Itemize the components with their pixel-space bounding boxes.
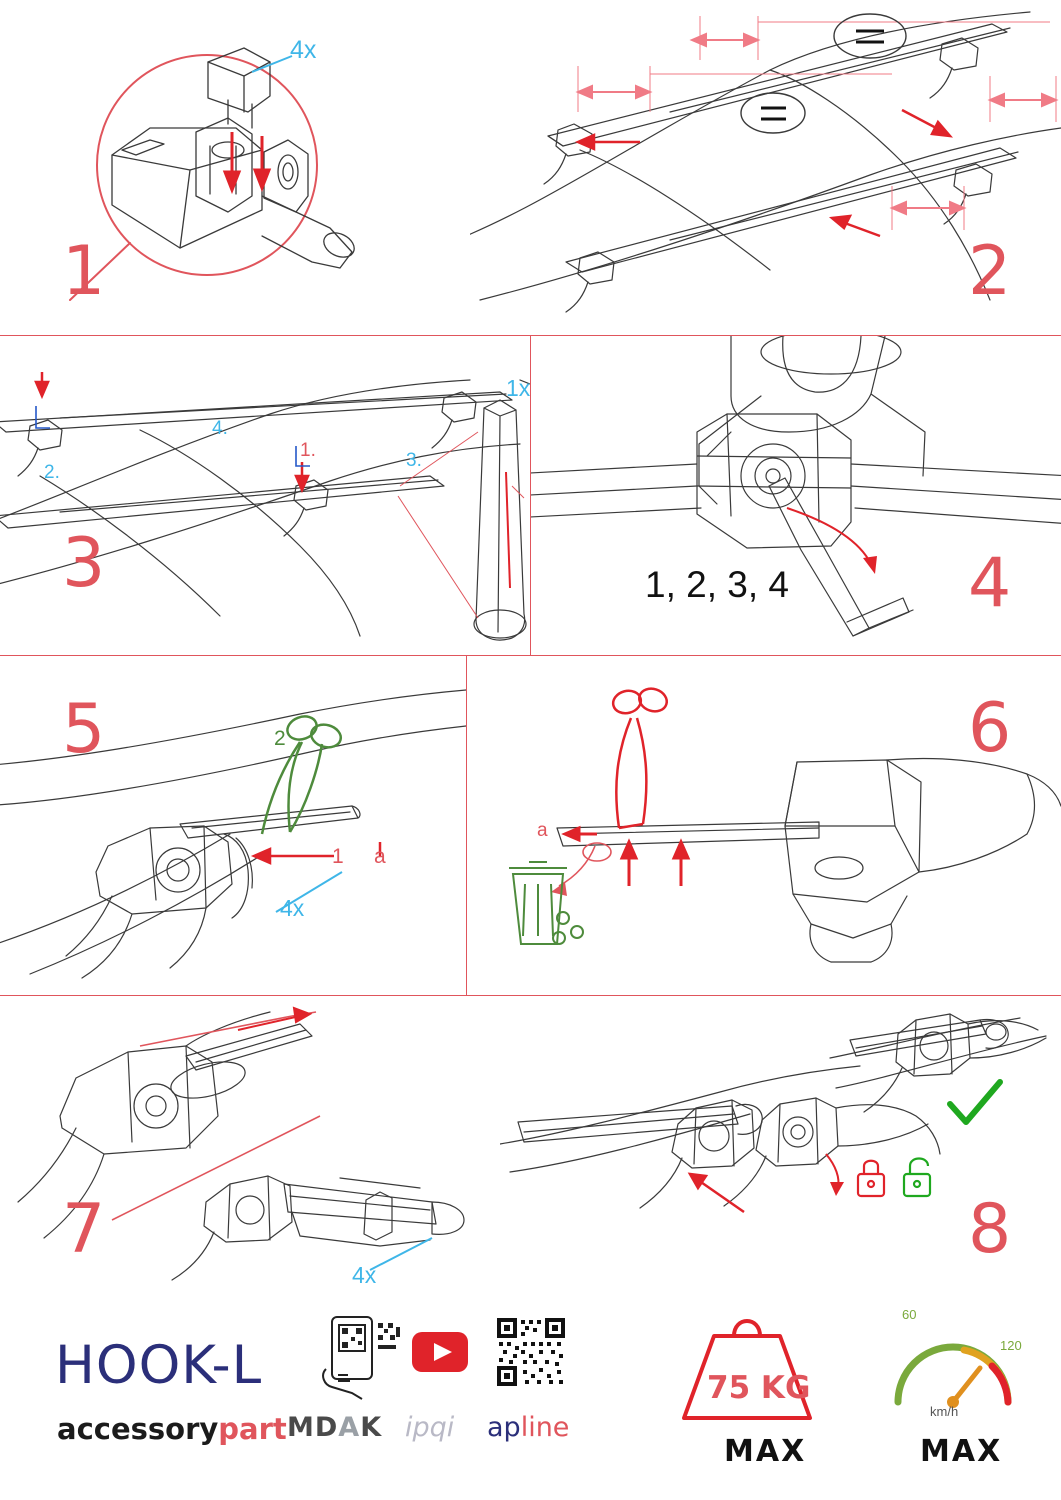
max-speed-icon — [888, 1310, 1018, 1418]
step-3-label-3: 3. — [406, 450, 422, 471]
sub-brand-mdak — [287, 1412, 382, 1443]
sub-brand-apline — [487, 1412, 569, 1443]
company-tagline — [57, 1412, 287, 1446]
mdak-part-2: A — [338, 1412, 361, 1443]
step-number-2: 2 — [968, 232, 1013, 311]
mdak-part-3: K — [360, 1412, 383, 1443]
max-load-label: MAX — [724, 1434, 807, 1469]
qr-code-icon — [495, 1316, 567, 1388]
max-load-value: 75 KG — [707, 1370, 811, 1406]
qr-scan-phone-icon — [318, 1315, 408, 1401]
step-3-illustration — [0, 336, 530, 655]
step-7-quantity-label: 4x — [352, 1262, 377, 1288]
mdak-part-1: MD — [287, 1412, 339, 1443]
step-3-label-2: 2. — [44, 462, 60, 483]
speed-min-tick: 60 — [902, 1307, 917, 1322]
youtube-icon[interactable] — [412, 1332, 468, 1372]
step-1-quantity-label: 4x — [290, 36, 317, 64]
tagline-first: accessory — [57, 1412, 219, 1446]
step-number-5: 5 — [62, 690, 107, 769]
step-3-label-4: 4. — [212, 418, 228, 439]
step-5-label-2: 2 — [274, 727, 286, 750]
step-3-quantity-label: 1x — [506, 375, 531, 401]
product-name: HOOK-L — [55, 1335, 263, 1396]
step-number-3: 3 — [62, 524, 107, 603]
step-number-7: 7 — [62, 1190, 107, 1269]
apline-part-1: ap — [487, 1412, 521, 1443]
step-6-point-a-label: a — [537, 820, 548, 841]
step-number-6: 6 — [968, 689, 1013, 768]
max-speed-label: MAX — [920, 1434, 1003, 1469]
step-5-label-1: 1 — [332, 845, 344, 868]
tagline-second: part — [218, 1412, 287, 1446]
speed-unit-label: km/h — [930, 1404, 959, 1419]
step-number-1: 1 — [62, 232, 107, 311]
step-number-8: 8 — [968, 1190, 1013, 1269]
speed-max-tick: 120 — [1000, 1338, 1022, 1353]
step-4-tightening-sequence: 1, 2, 3, 4 — [645, 564, 789, 605]
step-3-label-1: 1. — [300, 440, 316, 461]
step-5-quantity-label: 4x — [280, 895, 305, 921]
sub-brand-ipqi: ipqi — [405, 1412, 455, 1443]
step-number-4: 4 — [968, 544, 1013, 623]
step-5-point-a-label: a — [374, 845, 386, 868]
apline-part-2: line — [520, 1412, 570, 1443]
